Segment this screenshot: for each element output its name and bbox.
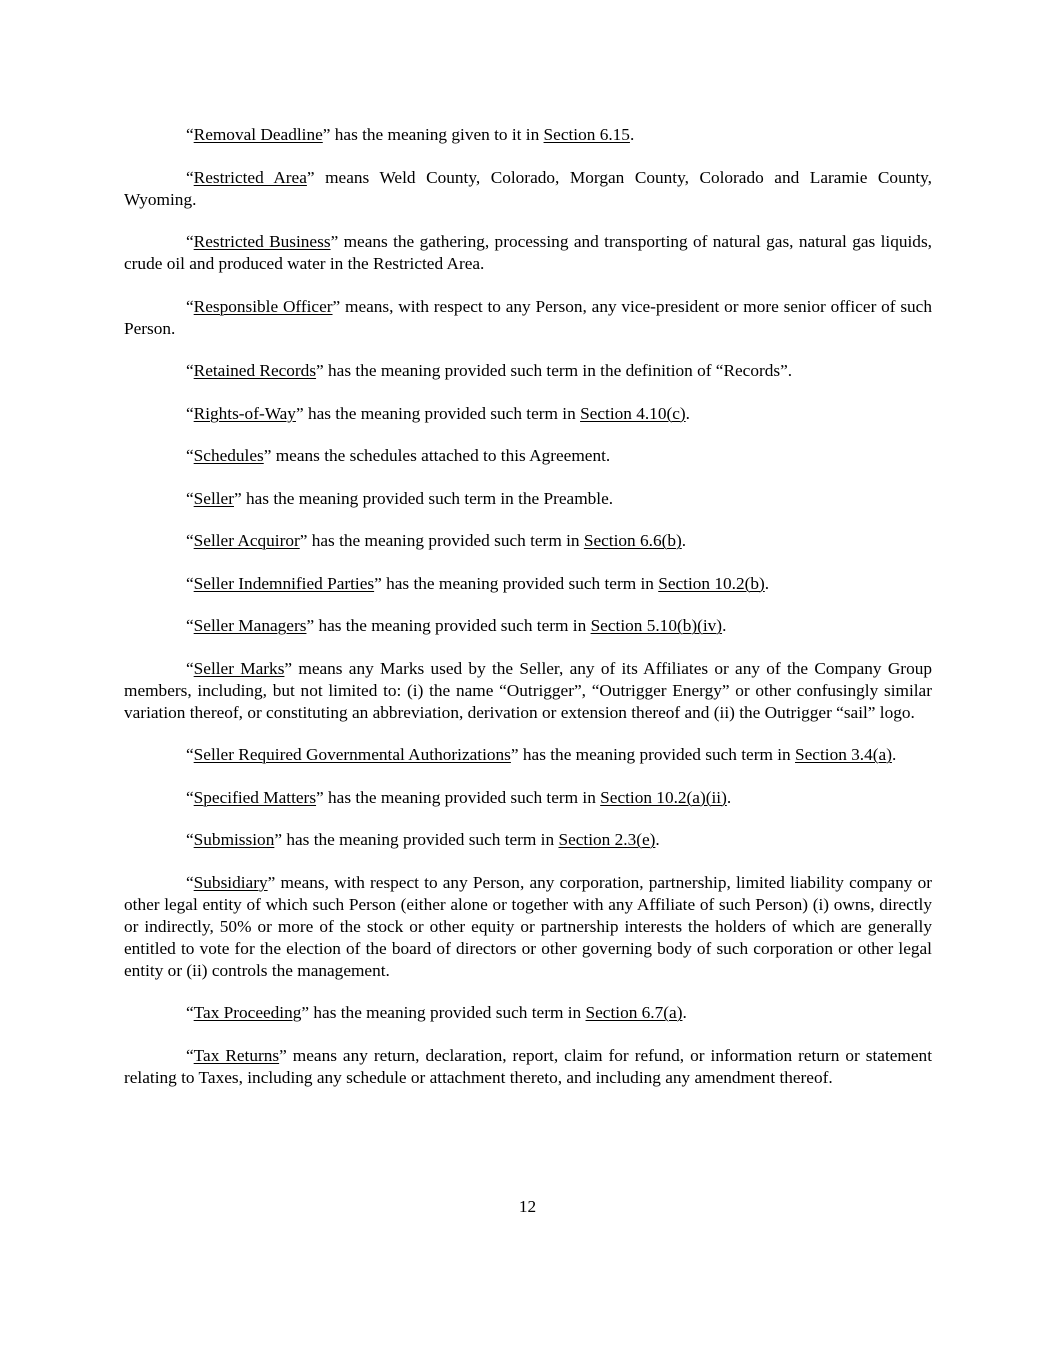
definition-seller-marks: “Seller Marks” means any Marks used by the Seller, any of its Affiliates or any of the Company Group members, including, but not limited to: (i) the name “Outrigger”, “Outrigger Energy” or other confusingly similar variation thereof, or constituting an abbreviation, derivation or extension thereof and (ii) the Outrigger “sail” logo. bbox=[124, 658, 932, 722]
definition-specified-matters: “Specified Matters” has the meaning provided such term in Section 10.2(a)(ii). bbox=[186, 787, 732, 807]
defined-term: Responsible Officer bbox=[193, 296, 333, 316]
definition-retained-records: “Retained Records” has the meaning provided such term in the definition of “Records”. bbox=[186, 361, 793, 380]
defined-term: Schedules bbox=[193, 446, 264, 465]
defined-term: Retained Records bbox=[193, 361, 317, 380]
defined-term: Restricted Area bbox=[193, 167, 307, 187]
defined-term: Seller bbox=[193, 488, 234, 508]
section-reference: Section 4.10(c) bbox=[580, 403, 686, 423]
section-reference: Section 6.6(b) bbox=[583, 531, 682, 550]
section-reference: Section 2.3(e) bbox=[558, 830, 656, 849]
section-reference: Section 6.7(a) bbox=[585, 1003, 683, 1022]
defined-term: Seller Required Governmental Authorizations bbox=[193, 745, 511, 764]
definition-subsidiary: “Subsidiary” means, with respect to any Person, any corporation, partnership, limited liability company or other legal entity of which such Person (either alone or together with any Affiliate of such Person) (i) owns, directly or indirectly, 50% or more of the stock or other equity or partnership interests the holders of which are generally entitled to vote for the election of the board of directors or other governing body of such corporation or other legal entity or (ii) controls the management. bbox=[124, 872, 932, 980]
definition-seller: “Seller” has the meaning provided such term in the Preamble. bbox=[186, 488, 614, 508]
defined-term: Removal Deadline bbox=[193, 125, 323, 144]
definition-restricted-area: “Restricted Area” means Weld County, Colorado, Morgan County, Colorado and Laramie County, Wyoming. bbox=[124, 167, 932, 209]
definition-schedules: “Schedules” means the schedules attached to this Agreement. bbox=[186, 446, 611, 465]
page-number: 12 bbox=[518, 1197, 537, 1216]
section-reference: Section 6.15 bbox=[543, 125, 630, 144]
defined-term: Tax Returns bbox=[193, 1045, 280, 1065]
section-reference: Section 5.10(b)(iv) bbox=[590, 616, 723, 635]
section-reference: Section 10.2(b) bbox=[658, 573, 765, 593]
defined-term: Specified Matters bbox=[193, 787, 317, 807]
defined-term: Subsidiary bbox=[193, 872, 268, 892]
definition-tax-proceeding: “Tax Proceeding” has the meaning provided such term in Section 6.7(a). bbox=[186, 1003, 687, 1022]
defined-term: Rights-of-Way bbox=[193, 403, 296, 423]
definition-restricted-business: “Restricted Business” means the gathering, processing and transporting of natural gas, natural gas liquids, crude oil and produced water in the Restricted Area. bbox=[124, 232, 932, 273]
defined-term: Tax Proceeding bbox=[193, 1003, 302, 1022]
definition-seller-indemnified-parties: “Seller Indemnified Parties” has the meaning provided such term in Section 10.2(b). bbox=[186, 573, 770, 593]
defined-term: Restricted Business bbox=[193, 232, 331, 251]
definition-removal-deadline: “Removal Deadline” has the meaning given to it in Section 6.15. bbox=[186, 125, 635, 144]
section-reference: Section 10.2(a)(ii) bbox=[600, 787, 727, 807]
section-reference: Section 3.4(a) bbox=[795, 745, 892, 764]
defined-term: Seller Indemnified Parties bbox=[193, 573, 375, 593]
definition-seller-acquiror: “Seller Acquiror” has the meaning provided such term in Section 6.6(b). bbox=[186, 531, 687, 550]
definition-tax-returns: “Tax Returns” means any return, declaration, report, claim for refund, or information return or statement relating to Taxes, including any schedule or attachment thereto, and including any amendment thereof. bbox=[124, 1045, 932, 1087]
document-page bbox=[124, 124, 932, 1109]
defined-term: Submission bbox=[193, 830, 275, 849]
definition-seller-required-governmental-authorizations: “Seller Required Governmental Authorizations” has the meaning provided such term in Section 3.4(a). bbox=[186, 745, 897, 764]
definition-responsible-officer: “Responsible Officer” means, with respect to any Person, any vice-president or more senior officer of such Person. bbox=[124, 296, 932, 338]
defined-term: Seller Acquiror bbox=[193, 531, 300, 550]
defined-term: Seller Marks bbox=[193, 658, 285, 678]
defined-term: Seller Managers bbox=[193, 616, 307, 635]
definition-seller-managers: “Seller Managers” has the meaning provided such term in Section 5.10(b)(iv). bbox=[186, 616, 727, 635]
definition-rights-of-way: “Rights-of-Way” has the meaning provided such term in Section 4.10(c). bbox=[186, 403, 690, 423]
definition-submission: “Submission” has the meaning provided such term in Section 2.3(e). bbox=[186, 830, 660, 849]
